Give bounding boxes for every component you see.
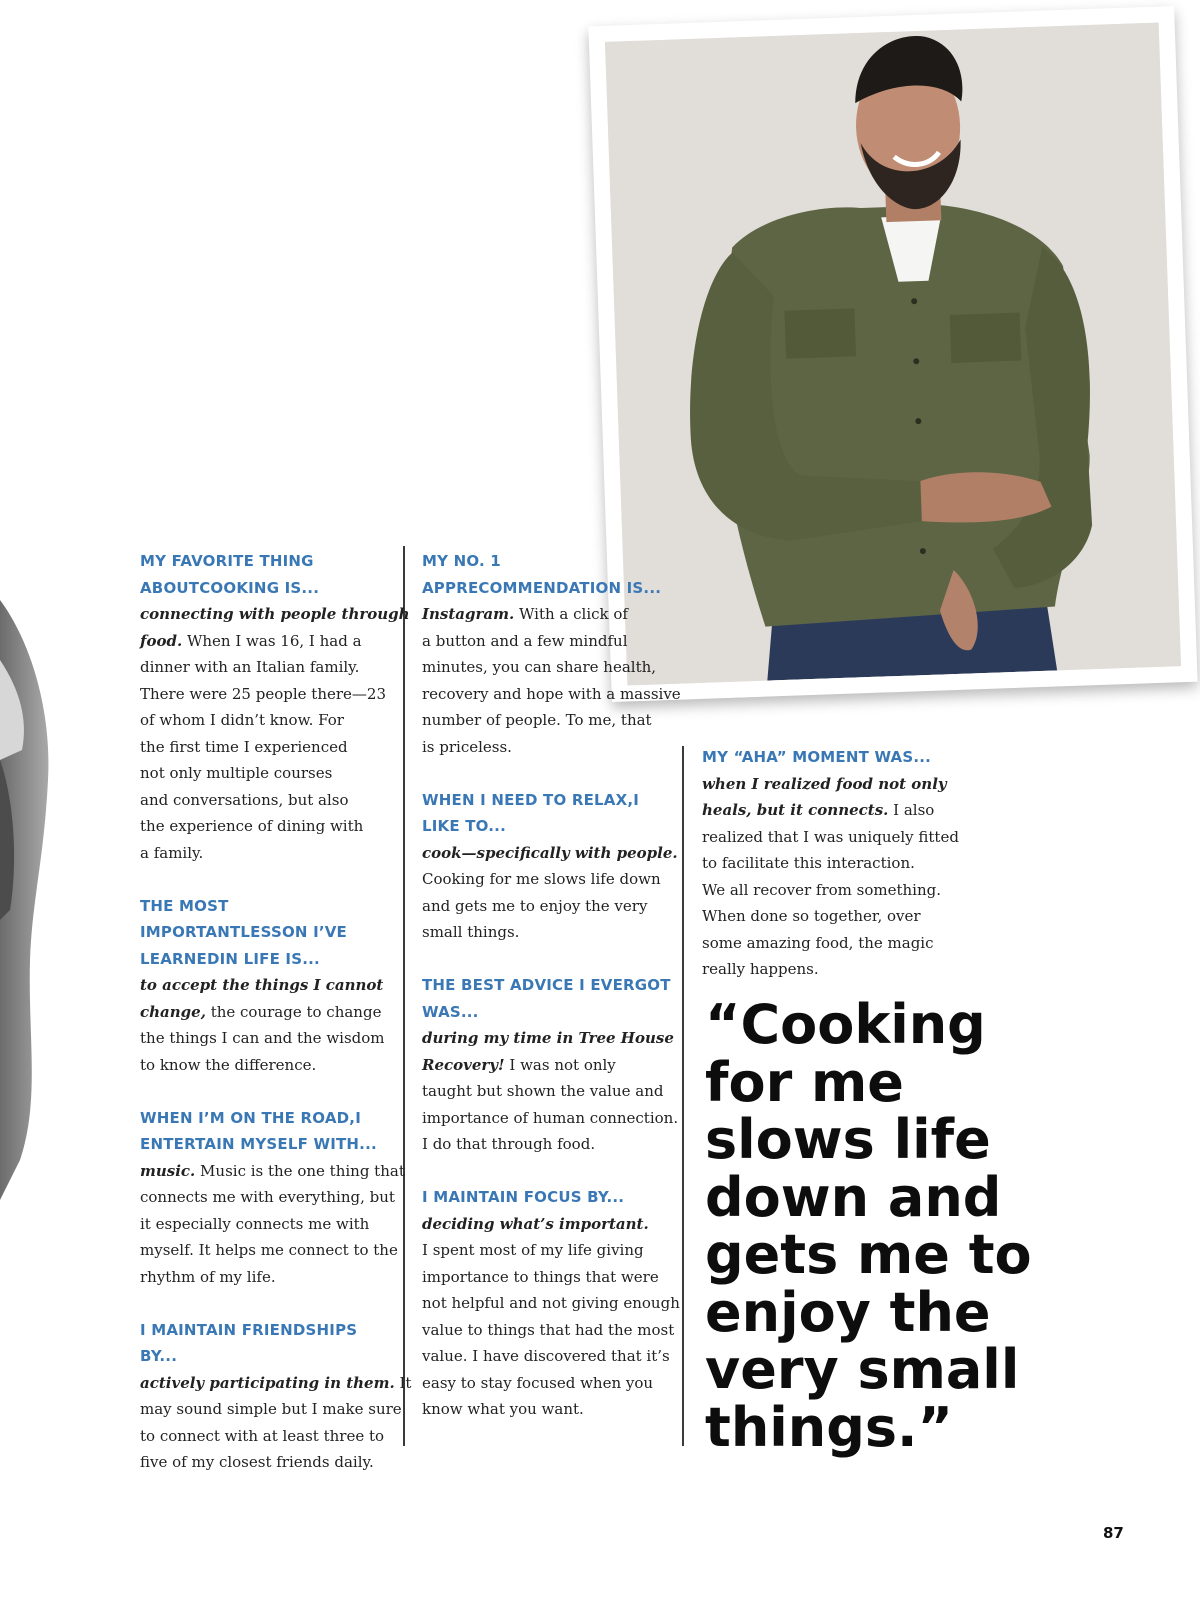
portrait-photo <box>605 23 1181 686</box>
qa-item <box>140 1105 405 1291</box>
qa-answer: deciding what’s important. I spent most of my life giving importance to things that were not helpful and not giving enough value to things that had the most value. I have discovered that it’s easy to stay focused when you know what you want. <box>422 1214 680 1418</box>
qa-heading: THE MOST IMPORTANTLESSON I’VE LEARNEDIN LIFE IS... <box>140 896 348 968</box>
qa-answer: cook—specifically with people. Cooking for me slows life down and gets me to enjoy the very small things. <box>422 843 678 941</box>
qa-item <box>422 787 678 946</box>
pull-quote: “Cooking for me slows life down and gets me to enjoy the very small things.” <box>705 993 1032 1459</box>
column-divider <box>682 746 684 1446</box>
column-divider <box>403 546 405 1446</box>
qa-heading: MY “AHA” MOMENT WAS... <box>702 748 932 766</box>
qa-heading: I MAINTAIN FRIENDSHIPS BY... <box>140 1320 358 1365</box>
qa-answer: to accept the things I cannot change, the courage to change the things I can and the wisdom to know the difference. <box>140 976 385 1074</box>
page-number: 87 <box>1103 1524 1124 1542</box>
portrait-photo-frame <box>588 6 1197 702</box>
qa-answer: music. Music is the one thing that connects me with everything, but it especially connects me with myself. It helps me connect to the rhythm of my life. <box>140 1161 405 1286</box>
qa-answer: during my time in Tree House Recovery! I was not only taught but shown the value and importance of human connection. I do that through food. <box>422 1029 679 1153</box>
qa-answer: connecting with people through food. When I was 16, I had a dinner with an Italian family. There were 25 people there—23 of whom I didn’t know. For the first time I experienced not only multiple courses and conversations, but also the experience of dining with a family. <box>140 605 410 862</box>
qa-item <box>702 744 962 983</box>
qa-column-2 <box>422 548 681 1449</box>
qa-heading: MY NO. 1 APPRECOMMENDATION IS... <box>422 552 662 597</box>
qa-answer: Instagram. With a click of a button and a few mindful minutes, you can share health, recovery and hope with a massive number of people. To me, that is priceless. <box>422 605 681 756</box>
qa-heading: WHEN I’M ON THE ROAD,I ENTERTAIN MYSELF WITH... <box>140 1108 377 1153</box>
qa-item <box>422 972 679 1158</box>
qa-column-3 <box>702 744 962 1009</box>
qa-heading: WHEN I NEED TO RELAX,I LIKE TO... <box>422 790 640 835</box>
qa-heading: I MAINTAIN FOCUS BY... <box>422 1188 625 1206</box>
qa-heading: MY FAVORITE THING ABOUTCOOKING IS... <box>140 552 320 597</box>
qa-column-1 <box>140 548 412 1502</box>
qa-item <box>140 893 392 1079</box>
qa-item <box>422 548 681 760</box>
qa-heading: THE BEST ADVICE I EVERGOT WAS... <box>422 976 671 1021</box>
qa-item <box>422 1184 680 1423</box>
qa-answer: actively participating in them. It may sound simple but I make sure to connect with at least three to five of my closest friends daily. <box>140 1373 412 1471</box>
partial-portrait-photo <box>0 600 60 1240</box>
qa-item <box>140 1317 412 1476</box>
qa-answer: when I realized food not only heals, but it connects. I also realized that I was uniquely fitted to facilitate this interaction. We all recover from something. When done so together, over some amazing food, the magic really happens. <box>702 774 959 978</box>
qa-item <box>140 548 410 866</box>
